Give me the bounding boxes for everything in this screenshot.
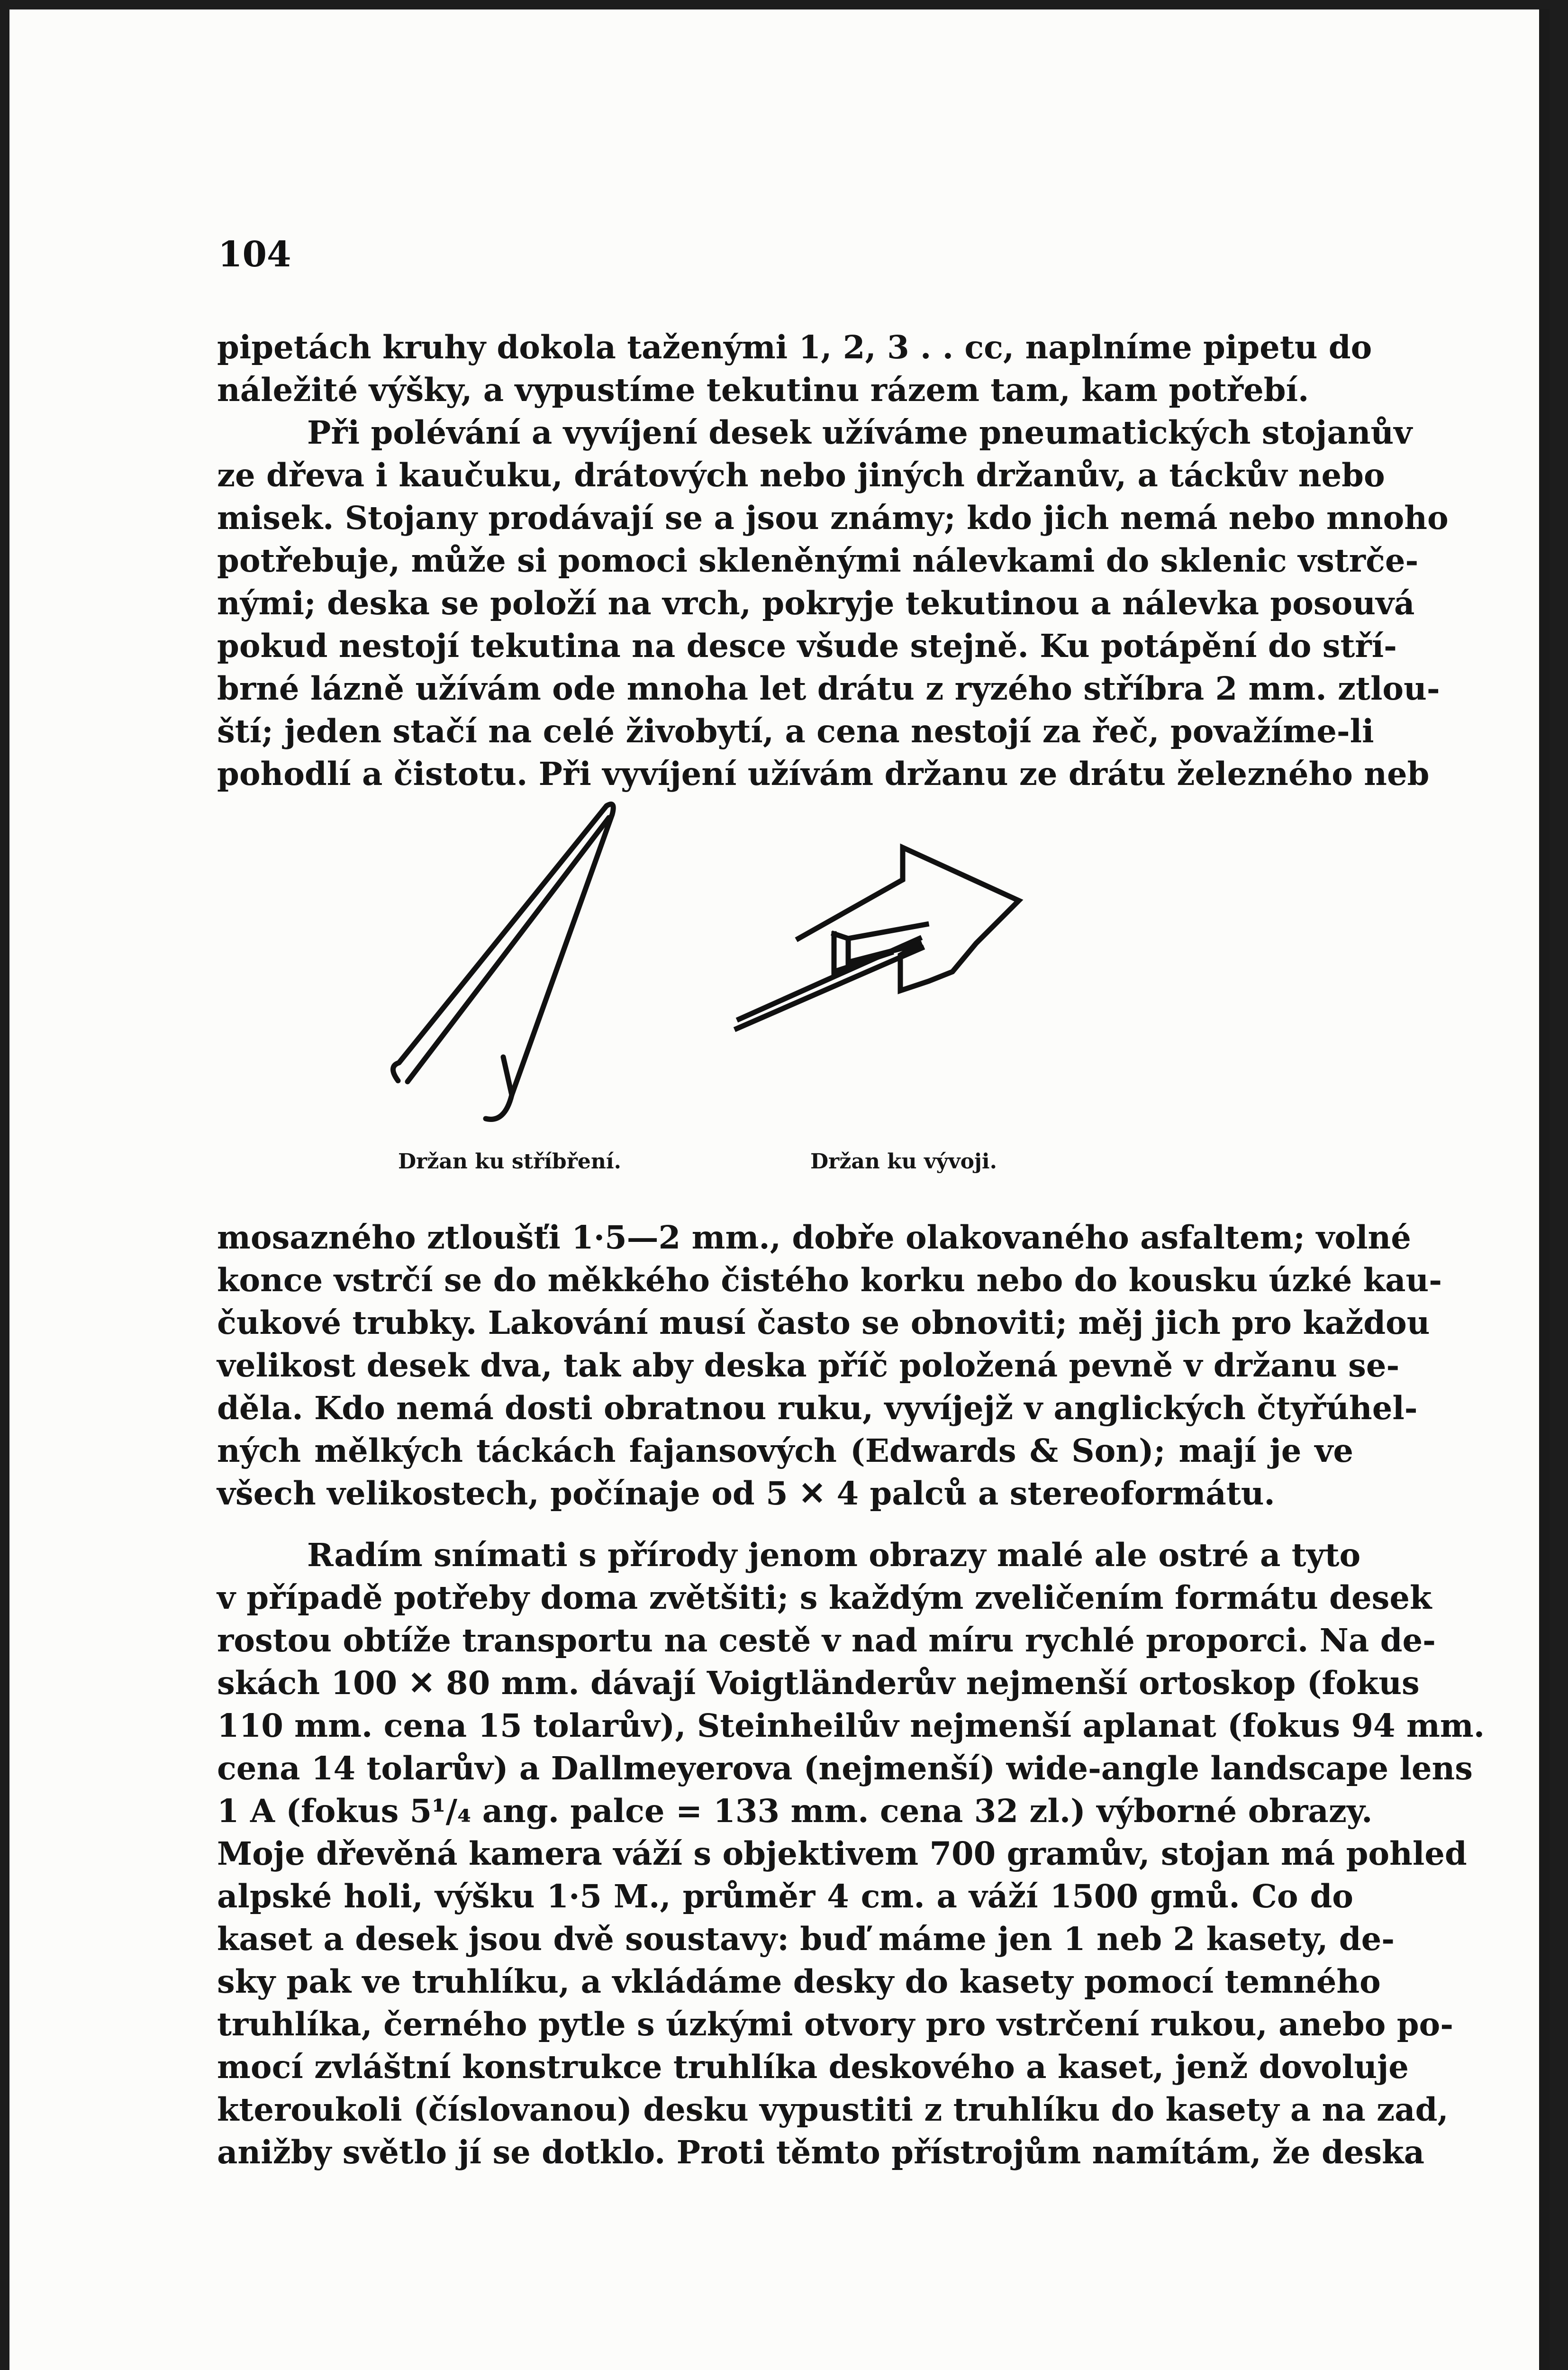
- paragraph: [217, 1534, 1485, 2174]
- text-line: ných mělkých táckách fajansových (Edwards & Son); mají je ve: [217, 1432, 1353, 1469]
- text-line: rostou obtíže transportu na cestě v nad míru rychlé proporci. Na de-: [217, 1622, 1436, 1659]
- holder-illustration: [370, 792, 1199, 1152]
- text-line: pohodlí a čistotu. Při vyvíjení užívám držanu ze drátu železného neb: [217, 755, 1430, 793]
- text-line: mocí zvláštní konstrukce truhlíka deskového a kaset, jenž dovoluje: [217, 2048, 1409, 2086]
- text-line: v případě potřeby doma zvětšiti; s každým zveličením formátu desek: [217, 1579, 1432, 1616]
- text-line: pipetách kruhy dokola taženými 1, 2, 3 . . cc, naplníme pipetu do: [217, 328, 1372, 366]
- text-line: 1 A (fokus 5¹/₄ ang. palce = 133 mm. cena 32 zl.) výborné obrazy.: [217, 1792, 1373, 1830]
- text-line: misek. Stojany prodávají se a jsou známy; kdo jich nemá nebo mnoho: [217, 499, 1449, 537]
- text-line: velikost desek dva, tak aby deska příč položená pevně v držanu se-: [217, 1347, 1400, 1384]
- text-line: truhlíka, černého pytle s úzkými otvory pro vstrčení rukou, anebo po-: [217, 2005, 1454, 2043]
- text-line: alpské holi, výšku 1·5 M., průměr 4 cm. a váží 1500 gmů. Co do: [217, 1878, 1353, 1915]
- paragraph: [217, 1216, 1442, 1515]
- text-line: sky pak ve truhlíku, a vkládáme desky do kasety pomocí temného: [217, 1963, 1381, 2000]
- text-line: nými; deska se položí na vrch, pokryje tekutinou a nálevka posouvá: [217, 584, 1415, 622]
- text-line: kteroukoli (číslovanou) desku vypustiti z truhlíku do kasety a na zad,: [217, 2091, 1449, 2128]
- text-block-lower: [217, 1216, 1485, 2174]
- text-line: Radím snímati s přírody jenom obrazy malé ale ostré a tyto: [307, 1536, 1361, 1574]
- developing-holder-drawing: [737, 848, 1019, 1029]
- text-line: kaset a desek jsou dvě soustavy: buď máme jen 1 neb 2 kasety, de-: [217, 1920, 1395, 1958]
- caption-developing-holder: Držan ku vývoji.: [810, 1149, 997, 1174]
- text-line: mosazného ztloušťi 1·5—2 mm., dobře olakovaného asfaltem; volné: [217, 1219, 1411, 1256]
- text-line: pokud nestojí tekutina na desce všude stejně. Ku potápění do stří-: [217, 627, 1397, 665]
- text-line: ští; jeden stačí na celé živobytí, a cena nestojí za řeč, považíme-li: [217, 712, 1374, 750]
- paragraph: [217, 326, 1372, 411]
- text-line: konce vstrčí se do měkkého čistého korku nebo do kousku úzké kau-: [217, 1261, 1442, 1299]
- text-line: děla. Kdo nemá dosti obratnou ruku, vyvíjejž v anglických čtyřúhel-: [217, 1389, 1418, 1427]
- text-block-upper: [217, 326, 1449, 795]
- text-line: všech velikostech, počínaje od 5 ✕ 4 palců a stereoformátu.: [217, 1475, 1275, 1512]
- text-line: čukové trubky. Lakování musí často se obnoviti; měj jich pro každou: [217, 1304, 1430, 1341]
- text-line: ze dřeva i kaučuku, drátových nebo jiných držanův, a táckův nebo: [217, 456, 1385, 494]
- text-line: Moje dřevěná kamera váží s objektivem 700 gramův, stojan má pohled: [217, 1835, 1467, 1872]
- page-number: 104: [218, 234, 291, 275]
- text-line: brné lázně užívám ode mnoha let drátu z ryzého stříbra 2 mm. ztlou-: [217, 670, 1440, 707]
- text-line: cena 14 tolarův) a Dallmeyerova (nejmenší) wide-angle landscape lens: [217, 1750, 1473, 1787]
- text-line: Při polévání a vyvíjení desek užíváme pneumatických stojanův: [307, 414, 1413, 451]
- caption-silver-holder: Držan ku stříbření.: [398, 1149, 621, 1174]
- text-line: anižby světlo jí se dotklo. Proti těmto přístrojům namítám, že deska: [217, 2133, 1424, 2171]
- text-line: 110 mm. cena 15 tolarův), Steinheilův nejmenší aplanat (fokus 94 mm.: [217, 1707, 1485, 1744]
- book-page: [9, 9, 1550, 2370]
- text-line: náležité výšky, a vypustíme tekutinu rázem tam, kam potřebí.: [217, 371, 1309, 409]
- paragraph: [217, 411, 1449, 795]
- silver-holder-drawing: [393, 804, 613, 1120]
- figure-wire-holders: [370, 792, 1199, 1174]
- text-line: skách 100 ✕ 80 mm. dávají Voigtländerův nejmenší ortoskop (fokus: [217, 1664, 1420, 1702]
- text-line: potřebuje, může si pomoci skleněnými nálevkami do sklenic vstrče-: [217, 542, 1419, 579]
